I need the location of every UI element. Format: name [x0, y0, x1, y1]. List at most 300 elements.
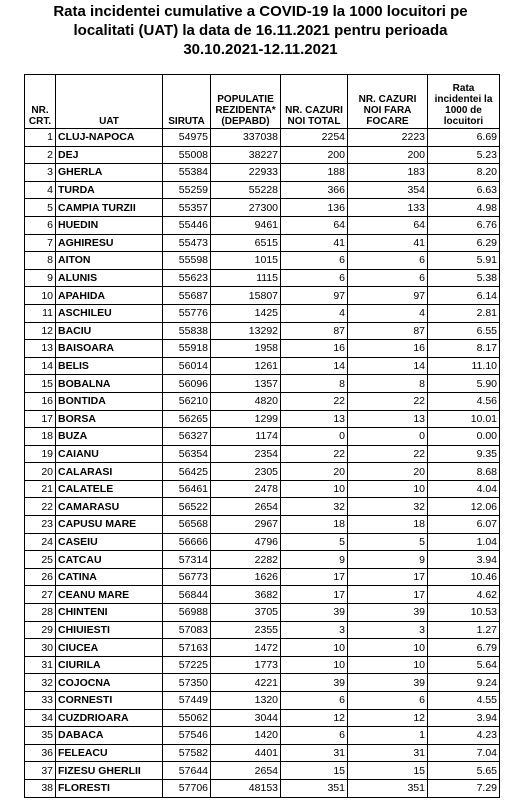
- cell-cazuri-total: 6: [281, 692, 348, 710]
- cell-populatie: 4820: [211, 392, 281, 410]
- header-nr-line1: NR.: [31, 105, 49, 116]
- cell-populatie: 2355: [211, 621, 281, 639]
- cell-rata: 6.63: [428, 181, 500, 199]
- cell-uat: BOBALNA: [56, 375, 163, 393]
- cell-populatie: 1357: [211, 375, 281, 393]
- cell-cazuri-fara-focare: 0: [348, 428, 428, 446]
- header-uat: UAT: [56, 75, 163, 129]
- cell-siruta: 56425: [163, 463, 211, 481]
- cell-nr: 4: [25, 181, 56, 199]
- cell-siruta: 54975: [163, 129, 211, 147]
- table-row: [25, 674, 500, 692]
- cell-uat: CIURILA: [56, 656, 163, 674]
- cell-nr: 28: [25, 604, 56, 622]
- table-row: [25, 287, 500, 305]
- cell-nr: 16: [25, 392, 56, 410]
- table-row: [25, 304, 500, 322]
- table-row: [25, 340, 500, 358]
- cell-siruta: 56666: [163, 533, 211, 551]
- cell-rata: 2.81: [428, 304, 500, 322]
- cell-cazuri-fara-focare: 8: [348, 375, 428, 393]
- cell-populatie: 4796: [211, 533, 281, 551]
- cell-rata: 6.14: [428, 287, 500, 305]
- cell-rata: 4.98: [428, 199, 500, 217]
- cell-cazuri-fara-focare: 12: [348, 709, 428, 727]
- table-row: [25, 252, 500, 270]
- table-row: [25, 516, 500, 534]
- cell-uat: CALARASI: [56, 463, 163, 481]
- cell-populatie: 1420: [211, 727, 281, 745]
- cell-uat: FIZESU GHERLII: [56, 762, 163, 780]
- cell-nr: 8: [25, 252, 56, 270]
- cell-rata: 5.64: [428, 656, 500, 674]
- cell-uat: CAMPIA TURZII: [56, 199, 163, 217]
- cell-siruta: 55623: [163, 269, 211, 287]
- cell-nr: 19: [25, 445, 56, 463]
- cell-cazuri-fara-focare: 200: [348, 146, 428, 164]
- cell-siruta: 57449: [163, 692, 211, 710]
- cell-siruta: 56461: [163, 480, 211, 498]
- header-cazuri-fara-focare: NR. CAZURI NOI FARA FOCARE: [348, 75, 428, 129]
- cell-populatie: 2282: [211, 551, 281, 569]
- cell-cazuri-fara-focare: 64: [348, 216, 428, 234]
- cell-nr: 31: [25, 656, 56, 674]
- cell-siruta: 56096: [163, 375, 211, 393]
- cell-siruta: 57225: [163, 656, 211, 674]
- cell-populatie: 48153: [211, 779, 281, 797]
- header-nr-crt: [25, 75, 56, 129]
- table-row: [25, 375, 500, 393]
- cell-cazuri-total: 17: [281, 586, 348, 604]
- cell-cazuri-total: 6: [281, 269, 348, 287]
- cell-populatie: 1773: [211, 656, 281, 674]
- cell-uat: FELEACU: [56, 744, 163, 762]
- cell-rata: 3.94: [428, 551, 500, 569]
- cell-rata: 4.04: [428, 480, 500, 498]
- cell-siruta: 55687: [163, 287, 211, 305]
- cell-cazuri-fara-focare: 22: [348, 445, 428, 463]
- cell-uat: BELIS: [56, 357, 163, 375]
- cell-uat: CATINA: [56, 568, 163, 586]
- cell-nr: 3: [25, 164, 56, 182]
- cell-rata: 5.23: [428, 146, 500, 164]
- cell-cazuri-fara-focare: 5: [348, 533, 428, 551]
- cell-uat: CAPUSU MARE: [56, 516, 163, 534]
- cell-nr: 22: [25, 498, 56, 516]
- cell-siruta: 57350: [163, 674, 211, 692]
- cell-siruta: 57163: [163, 639, 211, 657]
- table-row: [25, 445, 500, 463]
- table-row: [25, 410, 500, 428]
- cell-populatie: 6515: [211, 234, 281, 252]
- cell-populatie: 4221: [211, 674, 281, 692]
- cell-cazuri-total: 136: [281, 199, 348, 217]
- cell-cazuri-total: 22: [281, 445, 348, 463]
- cell-siruta: 56568: [163, 516, 211, 534]
- cell-populatie: 13292: [211, 322, 281, 340]
- cell-cazuri-fara-focare: 17: [348, 586, 428, 604]
- table-row: [25, 129, 500, 147]
- cell-cazuri-fara-focare: 32: [348, 498, 428, 516]
- cell-populatie: 337038: [211, 129, 281, 147]
- cell-cazuri-total: 39: [281, 604, 348, 622]
- cell-cazuri-fara-focare: 10: [348, 656, 428, 674]
- cell-nr: 5: [25, 199, 56, 217]
- cell-cazuri-fara-focare: 10: [348, 480, 428, 498]
- table-row: [25, 234, 500, 252]
- cell-siruta: 55838: [163, 322, 211, 340]
- cell-rata: 4.62: [428, 586, 500, 604]
- table-row: [25, 164, 500, 182]
- table-row: [25, 762, 500, 780]
- cell-cazuri-fara-focare: 15: [348, 762, 428, 780]
- cell-siruta: 55008: [163, 146, 211, 164]
- table-row: [25, 621, 500, 639]
- cell-nr: 30: [25, 639, 56, 657]
- cell-uat: TURDA: [56, 181, 163, 199]
- cell-cazuri-fara-focare: 10: [348, 639, 428, 657]
- cell-uat: AITON: [56, 252, 163, 270]
- cell-siruta: 56773: [163, 568, 211, 586]
- cell-rata: 5.38: [428, 269, 500, 287]
- cell-siruta: 57083: [163, 621, 211, 639]
- table-row: [25, 498, 500, 516]
- cell-populatie: 1425: [211, 304, 281, 322]
- cell-cazuri-total: 12: [281, 709, 348, 727]
- cell-rata: 5.90: [428, 375, 500, 393]
- cell-cazuri-total: 64: [281, 216, 348, 234]
- cell-cazuri-fara-focare: 351: [348, 779, 428, 797]
- cell-nr: 35: [25, 727, 56, 745]
- cell-populatie: 22933: [211, 164, 281, 182]
- cell-uat: BUZA: [56, 428, 163, 446]
- cell-uat: FLORESTI: [56, 779, 163, 797]
- cell-cazuri-fara-focare: 97: [348, 287, 428, 305]
- title-line-3: 30.10.2021-12.11.2021: [183, 41, 338, 58]
- cell-cazuri-fara-focare: 2223: [348, 129, 428, 147]
- cell-uat: DEJ: [56, 146, 163, 164]
- cell-populatie: 2354: [211, 445, 281, 463]
- cell-nr: 33: [25, 692, 56, 710]
- cell-uat: CEANU MARE: [56, 586, 163, 604]
- cell-cazuri-fara-focare: 31: [348, 744, 428, 762]
- cell-siruta: 56988: [163, 604, 211, 622]
- cell-populatie: 2305: [211, 463, 281, 481]
- cell-uat: BONTIDA: [56, 392, 163, 410]
- cell-populatie: 2478: [211, 480, 281, 498]
- cell-populatie: 27300: [211, 199, 281, 217]
- cell-uat: CLUJ-NAPOCA: [56, 129, 163, 147]
- cell-rata: 9.35: [428, 445, 500, 463]
- cell-siruta: 56522: [163, 498, 211, 516]
- cell-cazuri-total: 10: [281, 656, 348, 674]
- cell-rata: 5.65: [428, 762, 500, 780]
- cell-rata: 7.29: [428, 779, 500, 797]
- cell-populatie: 55228: [211, 181, 281, 199]
- cell-uat: BORSA: [56, 410, 163, 428]
- table-row: [25, 639, 500, 657]
- cell-cazuri-fara-focare: 6: [348, 692, 428, 710]
- cell-rata: 6.69: [428, 129, 500, 147]
- cell-populatie: 1299: [211, 410, 281, 428]
- cell-rata: 4.56: [428, 392, 500, 410]
- cell-siruta: 55776: [163, 304, 211, 322]
- table-row: [25, 727, 500, 745]
- table-row: [25, 269, 500, 287]
- cell-rata: 0.00: [428, 428, 500, 446]
- cell-nr: 9: [25, 269, 56, 287]
- cell-uat: HUEDIN: [56, 216, 163, 234]
- cell-nr: 25: [25, 551, 56, 569]
- cell-nr: 26: [25, 568, 56, 586]
- cell-siruta: 57546: [163, 727, 211, 745]
- cell-cazuri-total: 9: [281, 551, 348, 569]
- cell-siruta: 56265: [163, 410, 211, 428]
- cell-nr: 17: [25, 410, 56, 428]
- cell-nr: 11: [25, 304, 56, 322]
- table-body: [25, 129, 500, 798]
- cell-rata: 6.55: [428, 322, 500, 340]
- cell-siruta: 55918: [163, 340, 211, 358]
- cell-rata: 6.29: [428, 234, 500, 252]
- cell-siruta: 57706: [163, 779, 211, 797]
- table-row: [25, 586, 500, 604]
- cell-siruta: 55446: [163, 216, 211, 234]
- cell-cazuri-total: 3: [281, 621, 348, 639]
- table-row: [25, 322, 500, 340]
- table-row: [25, 744, 500, 762]
- cell-cazuri-fara-focare: 9: [348, 551, 428, 569]
- cell-cazuri-total: 87: [281, 322, 348, 340]
- cell-nr: 12: [25, 322, 56, 340]
- cell-cazuri-total: 10: [281, 480, 348, 498]
- cell-uat: ASCHILEU: [56, 304, 163, 322]
- table-row: [25, 357, 500, 375]
- cell-siruta: 55062: [163, 709, 211, 727]
- cell-siruta: 56014: [163, 357, 211, 375]
- cell-nr: 36: [25, 744, 56, 762]
- cell-cazuri-total: 5: [281, 533, 348, 551]
- cell-populatie: 1015: [211, 252, 281, 270]
- cell-cazuri-fara-focare: 39: [348, 604, 428, 622]
- table-row: [25, 199, 500, 217]
- incidence-table: [24, 74, 500, 798]
- table-row: [25, 146, 500, 164]
- cell-nr: 20: [25, 463, 56, 481]
- cell-uat: BAISOARA: [56, 340, 163, 358]
- cell-populatie: 3705: [211, 604, 281, 622]
- table-row: [25, 656, 500, 674]
- cell-rata: 8.17: [428, 340, 500, 358]
- cell-cazuri-total: 8: [281, 375, 348, 393]
- cell-siruta: 55384: [163, 164, 211, 182]
- cell-cazuri-total: 188: [281, 164, 348, 182]
- cell-cazuri-total: 41: [281, 234, 348, 252]
- cell-populatie: 1472: [211, 639, 281, 657]
- cell-rata: 3.94: [428, 709, 500, 727]
- cell-nr: 34: [25, 709, 56, 727]
- cell-siruta: 57314: [163, 551, 211, 569]
- cell-populatie: 1958: [211, 340, 281, 358]
- cell-uat: APAHIDA: [56, 287, 163, 305]
- cell-rata: 7.04: [428, 744, 500, 762]
- document-title: [0, 2, 521, 59]
- cell-populatie: 1626: [211, 568, 281, 586]
- cell-siruta: 55357: [163, 199, 211, 217]
- cell-cazuri-fara-focare: 183: [348, 164, 428, 182]
- cell-uat: CAMARASU: [56, 498, 163, 516]
- cell-uat: AGHIRESU: [56, 234, 163, 252]
- cell-rata: 6.07: [428, 516, 500, 534]
- cell-uat: COJOCNA: [56, 674, 163, 692]
- cell-cazuri-fara-focare: 18: [348, 516, 428, 534]
- cell-uat: ALUNIS: [56, 269, 163, 287]
- table-row: [25, 216, 500, 234]
- cell-cazuri-fara-focare: 1: [348, 727, 428, 745]
- cell-uat: CORNESTI: [56, 692, 163, 710]
- cell-nr: 27: [25, 586, 56, 604]
- cell-rata: 1.04: [428, 533, 500, 551]
- cell-cazuri-fara-focare: 3: [348, 621, 428, 639]
- table-row: [25, 533, 500, 551]
- cell-populatie: 3682: [211, 586, 281, 604]
- cell-cazuri-total: 2254: [281, 129, 348, 147]
- cell-cazuri-fara-focare: 41: [348, 234, 428, 252]
- cell-cazuri-total: 13: [281, 410, 348, 428]
- cell-nr: 32: [25, 674, 56, 692]
- cell-cazuri-total: 10: [281, 639, 348, 657]
- header-rata: Rata incidentei la 1000 de locuitori: [428, 75, 500, 129]
- cell-uat: CUZDRIOARA: [56, 709, 163, 727]
- cell-uat: CHINTENI: [56, 604, 163, 622]
- cell-nr: 7: [25, 234, 56, 252]
- cell-populatie: 9461: [211, 216, 281, 234]
- cell-uat: BACIU: [56, 322, 163, 340]
- cell-rata: 4.55: [428, 692, 500, 710]
- cell-nr: 14: [25, 357, 56, 375]
- cell-rata: 10.53: [428, 604, 500, 622]
- cell-cazuri-fara-focare: 39: [348, 674, 428, 692]
- cell-populatie: 15807: [211, 287, 281, 305]
- cell-cazuri-total: 4: [281, 304, 348, 322]
- cell-uat: CHIUIESTI: [56, 621, 163, 639]
- header-cazuri-total: NR. CAZURI NOI TOTAL: [281, 75, 348, 129]
- table-row: [25, 181, 500, 199]
- cell-populatie: 4401: [211, 744, 281, 762]
- cell-cazuri-fara-focare: 22: [348, 392, 428, 410]
- cell-cazuri-total: 31: [281, 744, 348, 762]
- cell-siruta: 55598: [163, 252, 211, 270]
- table-row: [25, 692, 500, 710]
- cell-cazuri-total: 22: [281, 392, 348, 410]
- cell-rata: 8.20: [428, 164, 500, 182]
- cell-nr: 21: [25, 480, 56, 498]
- header-siruta: SIRUTA: [163, 75, 211, 129]
- cell-populatie: 1174: [211, 428, 281, 446]
- cell-rata: 9.24: [428, 674, 500, 692]
- cell-populatie: 2654: [211, 498, 281, 516]
- cell-cazuri-total: 351: [281, 779, 348, 797]
- cell-siruta: 57582: [163, 744, 211, 762]
- cell-rata: 6.79: [428, 639, 500, 657]
- table-row: [25, 604, 500, 622]
- header-nr-line2: CRT.: [28, 116, 52, 127]
- cell-cazuri-fara-focare: 4: [348, 304, 428, 322]
- cell-populatie: 3044: [211, 709, 281, 727]
- cell-uat: CATCAU: [56, 551, 163, 569]
- table-row: [25, 463, 500, 481]
- title-line-1: Rata incidentei cumulative a COVID-19 la 1000 locuitori pe: [53, 3, 468, 20]
- table-row: [25, 551, 500, 569]
- cell-cazuri-total: 17: [281, 568, 348, 586]
- cell-cazuri-fara-focare: 17: [348, 568, 428, 586]
- cell-cazuri-fara-focare: 14: [348, 357, 428, 375]
- table-row: [25, 480, 500, 498]
- cell-nr: 2: [25, 146, 56, 164]
- header-populatie: POPULATIE REZIDENTA* (DEPABD): [211, 75, 281, 129]
- cell-nr: 15: [25, 375, 56, 393]
- cell-nr: 18: [25, 428, 56, 446]
- cell-cazuri-fara-focare: 87: [348, 322, 428, 340]
- cell-cazuri-fara-focare: 16: [348, 340, 428, 358]
- table-row: [25, 779, 500, 797]
- cell-cazuri-total: 39: [281, 674, 348, 692]
- cell-populatie: 1115: [211, 269, 281, 287]
- cell-populatie: 2967: [211, 516, 281, 534]
- cell-siruta: 56354: [163, 445, 211, 463]
- cell-siruta: 57644: [163, 762, 211, 780]
- cell-rata: 4.23: [428, 727, 500, 745]
- cell-siruta: 55259: [163, 181, 211, 199]
- cell-nr: 10: [25, 287, 56, 305]
- cell-rata: 1.27: [428, 621, 500, 639]
- cell-siruta: 55473: [163, 234, 211, 252]
- cell-rata: 11.10: [428, 357, 500, 375]
- cell-cazuri-total: 6: [281, 727, 348, 745]
- cell-cazuri-total: 16: [281, 340, 348, 358]
- cell-cazuri-total: 20: [281, 463, 348, 481]
- cell-uat: GHERLA: [56, 164, 163, 182]
- cell-nr: 6: [25, 216, 56, 234]
- cell-populatie: 1320: [211, 692, 281, 710]
- cell-cazuri-total: 14: [281, 357, 348, 375]
- cell-uat: CASEIU: [56, 533, 163, 551]
- cell-siruta: 56327: [163, 428, 211, 446]
- cell-populatie: 2654: [211, 762, 281, 780]
- cell-populatie: 1261: [211, 357, 281, 375]
- cell-nr: 1: [25, 129, 56, 147]
- cell-populatie: 38227: [211, 146, 281, 164]
- cell-cazuri-fara-focare: 20: [348, 463, 428, 481]
- table-row: [25, 392, 500, 410]
- cell-nr: 13: [25, 340, 56, 358]
- cell-rata: 10.46: [428, 568, 500, 586]
- cell-rata: 10.01: [428, 410, 500, 428]
- cell-cazuri-total: 32: [281, 498, 348, 516]
- cell-cazuri-fara-focare: 13: [348, 410, 428, 428]
- cell-cazuri-fara-focare: 6: [348, 252, 428, 270]
- cell-siruta: 56844: [163, 586, 211, 604]
- cell-cazuri-total: 366: [281, 181, 348, 199]
- table-header: [25, 75, 500, 129]
- cell-uat: DABACA: [56, 727, 163, 745]
- cell-rata: 5.91: [428, 252, 500, 270]
- cell-cazuri-total: 18: [281, 516, 348, 534]
- table-row: [25, 709, 500, 727]
- cell-uat: CAIANU: [56, 445, 163, 463]
- cell-cazuri-total: 97: [281, 287, 348, 305]
- cell-cazuri-total: 6: [281, 252, 348, 270]
